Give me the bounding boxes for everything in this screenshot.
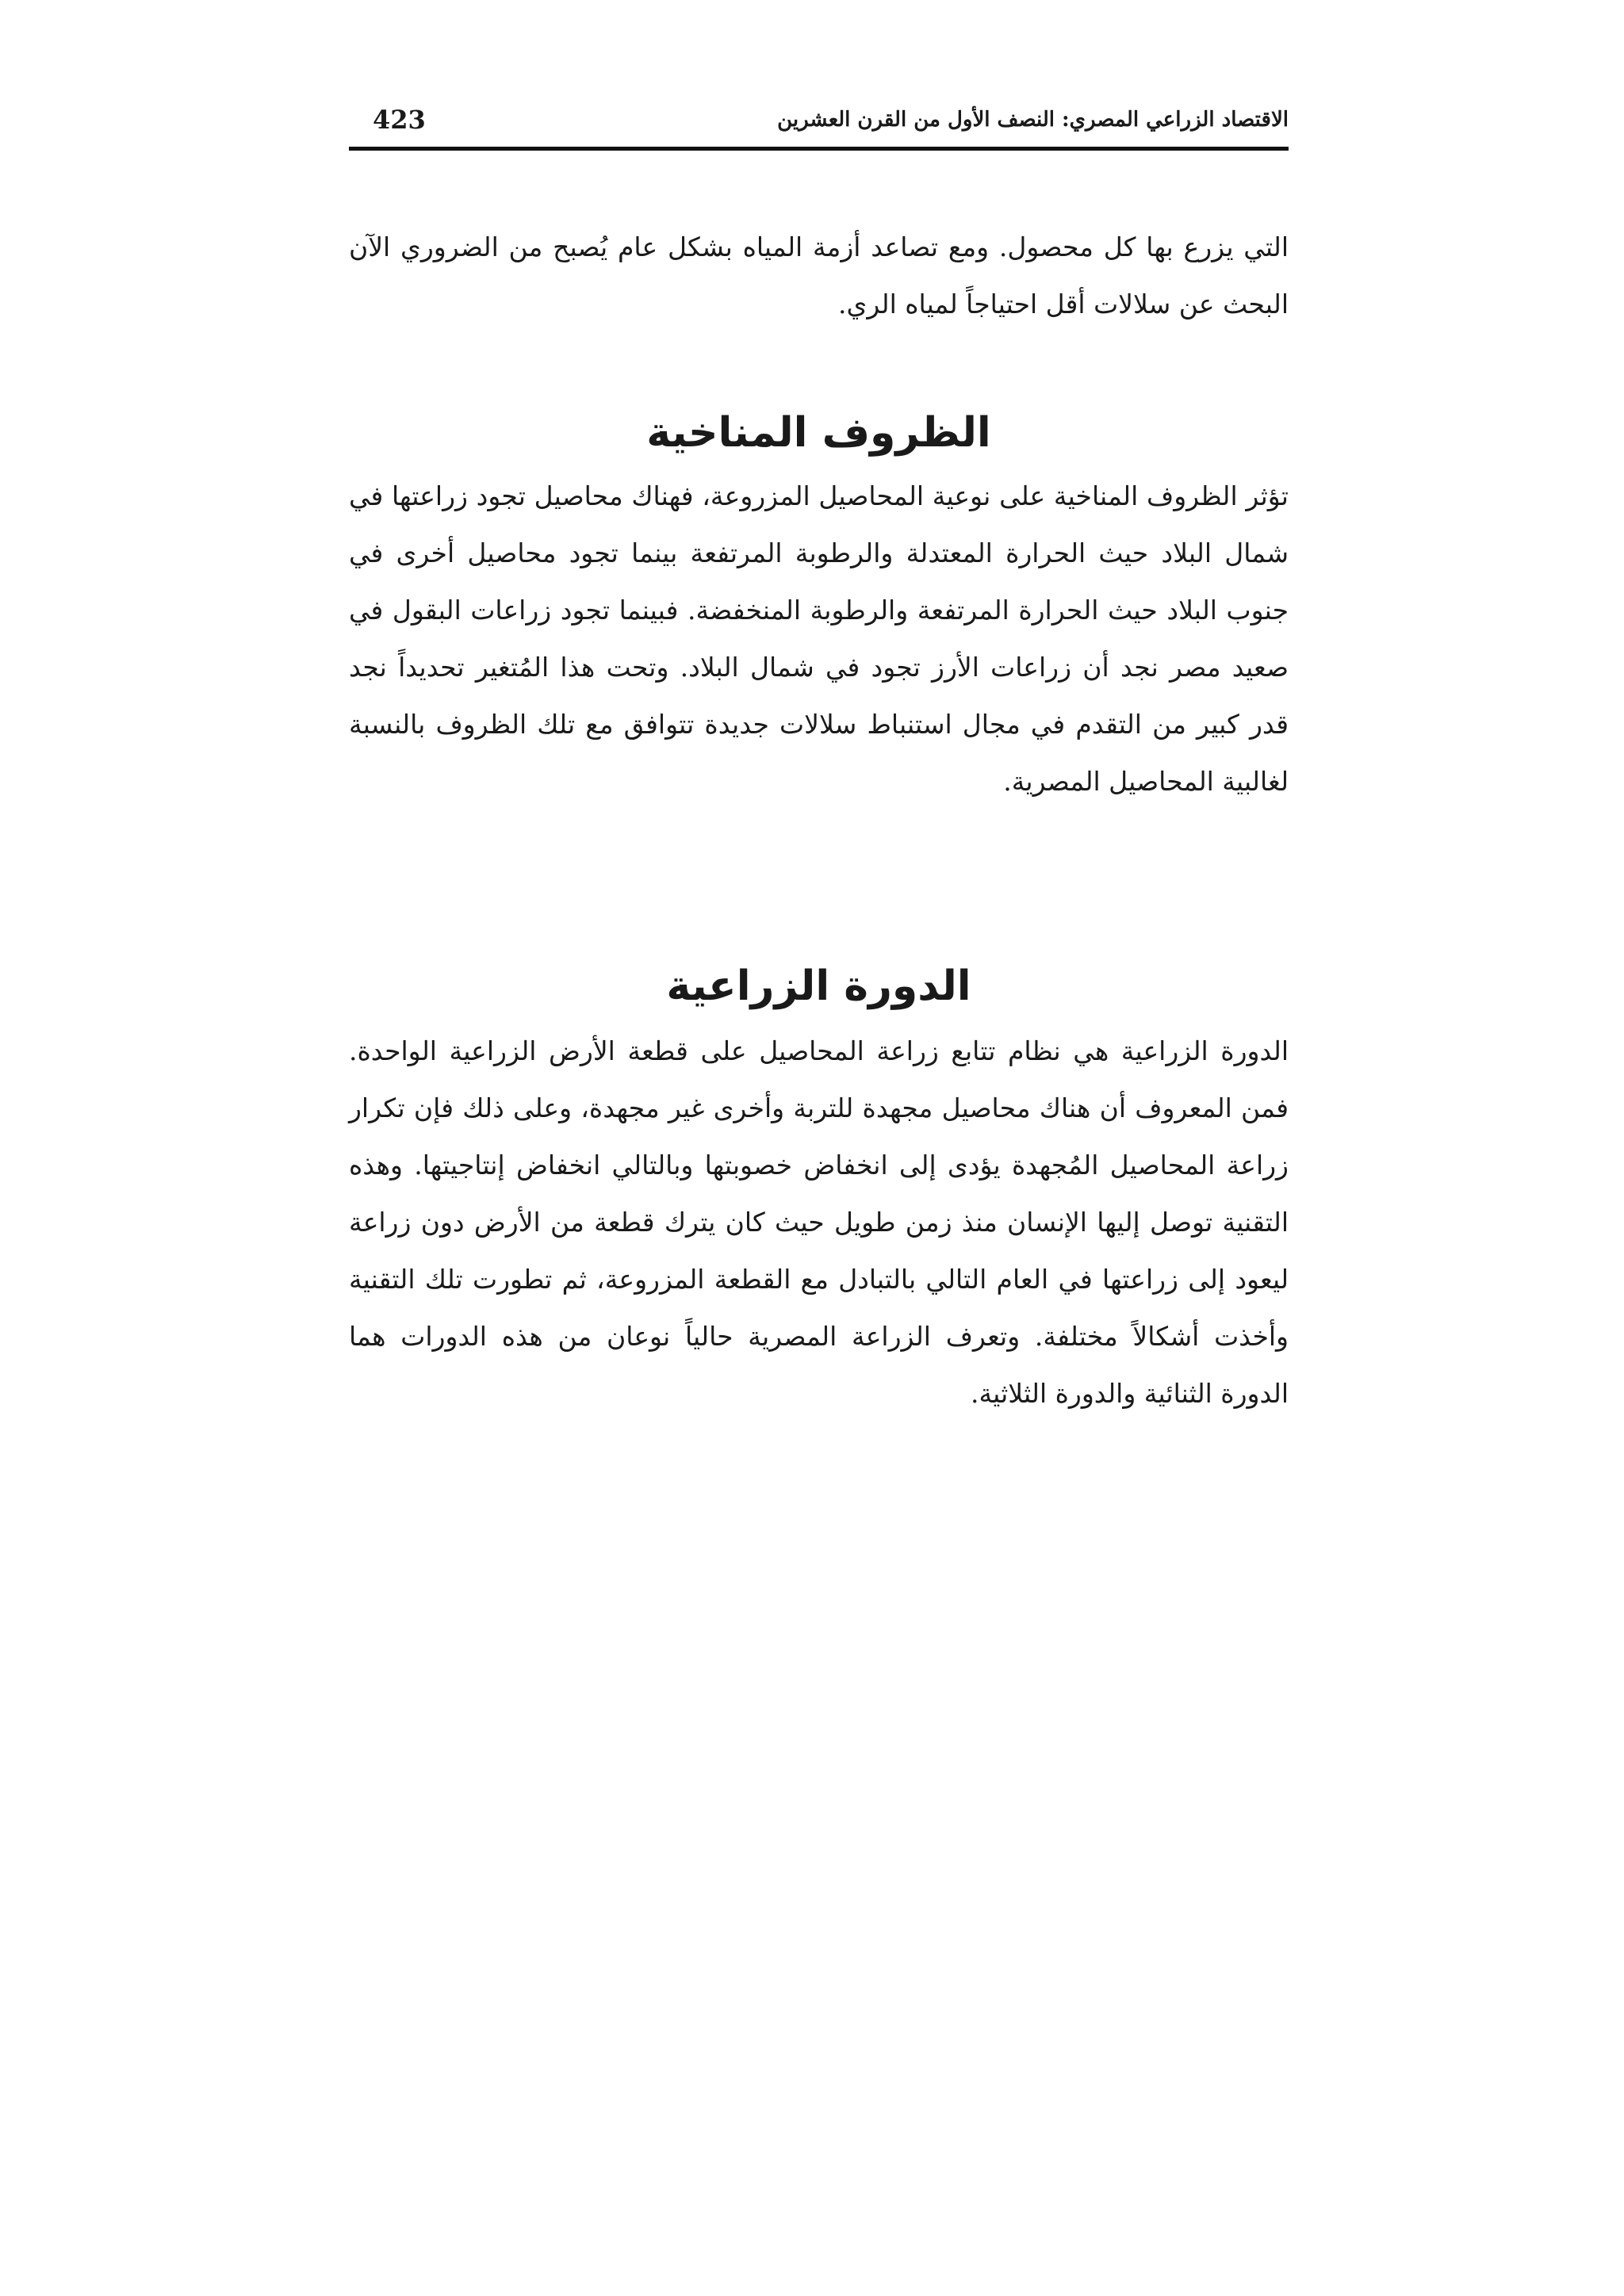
section-paragraph-climate: تؤثر الظروف المناخية على نوعية المحاصيل المزروعة، فهناك محاصيل تجود زراعتها في شمال البلاد حيث الحرارة المعتدلة والرطوبة المرتفعة بينما تجود محاصيل أخرى في جنوب البلاد حيث الحرارة المرتفعة والرطوبة المنخفضة. فبينما تجود زراعات البقول في صعيد مصر نجد أن زراعات الأرز تجود في شمال البلاد. وتحت هذا المُتغير تحديداً نجد قدر كبير من التقدم في مجال استنباط سلالات جديدة تتوافق مع تلك الظروف بالنسبة لغالبية المحاصيل المصرية. <box>349 480 1289 797</box>
section-heading-rotation: الدورة الزراعية <box>666 962 971 1010</box>
section-heading-climate: الظروف المناخية <box>646 409 991 457</box>
intro-paragraph: التي يزرع بها كل محصول. ومع تصاعد أزمة المياه بشكل عام يُصبح من الضروري الآن البحث عن سلالات أقل احتياجاً لمياه الري. <box>349 232 1289 320</box>
header-rule <box>349 147 1289 151</box>
page-number: 423 <box>373 105 426 135</box>
page-header <box>349 105 1289 144</box>
running-title: الاقتصاد الزراعي المصري: النصف الأول من القرن العشرين <box>777 108 1289 132</box>
section-paragraph-rotation: الدورة الزراعية هي نظام تتابع زراعة المحاصيل على قطعة الأرض الزراعية الواحدة. فمن المعروف أن هناك محاصيل مجهدة للتربة وأخرى غير مجهدة، وعلى ذلك فإن تكرار زراعة المحاصيل المُجهدة يؤدى إلى انخفاض خصوبتها وبالتالي انخفاض إنتاجيتها. وهذه التقنية توصل إليها الإنسان منذ زمن طويل حيث كان يترك قطعة من الأرض دون زراعة ليعود إلى زراعتها في العام التالي بالتبادل مع القطعة المزروعة، ثم تطورت تلك التقنية وأخذت أشكالاً مختلفة. وتعرف الزراعة المصرية حالياً نوعان من هذه الدورات هما الدورة الثنائية والدورة الثلاثية. <box>349 1035 1289 1409</box>
